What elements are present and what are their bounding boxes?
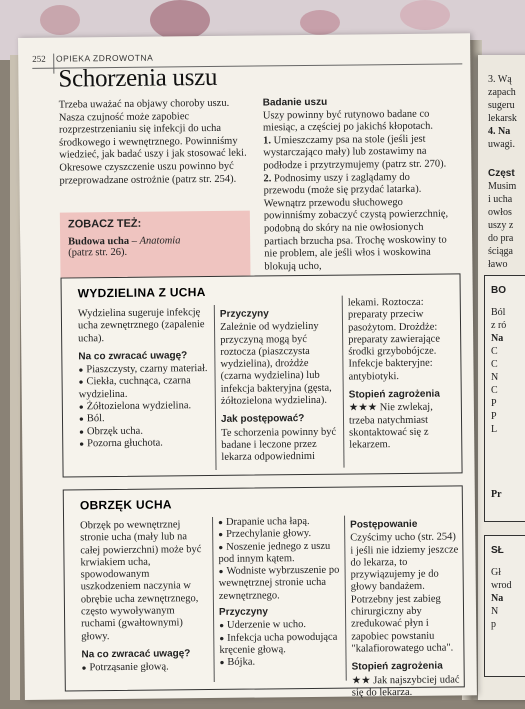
discharge-col-3: lekami. Roztocza: preparaty przeciw pasożytom. Drożdże: preparaty zawierające środki grzybobójcze. Infekcje bakteryjne: antybiotyki. Stopień zagrożenia ★★★ Nie zwlekaj, trzeba natychmiast skontaktować się z lekarzem.	[347, 296, 441, 451]
intro-paragraph: Trzeba uważać na objawy choroby uszu. Nasza czujność może zapobiec rozprzestrzenianiu się infekcji do ucha środkowego i wewnętrznego. Powinniśmy wiedzieć, jak badać uszy i jak stosować leki. Okresowe czyszczenie uszu powinno być przeprowadzane ostrożnie (patrz str. 254).	[58, 97, 247, 187]
list-item: ● Drapanie ucha łapą.	[218, 516, 340, 530]
facing-text-top: 3. Wą zapach sugeru lekarsk 4. Na uwagi.	[488, 74, 517, 150]
risk-stars: ★★★	[348, 402, 378, 414]
discharge-box	[61, 273, 463, 477]
see-also-item: Budowa ucha – Anatomia	[68, 235, 181, 248]
column-divider	[344, 516, 347, 681]
list-item: ● Pozorna głuchota.	[79, 437, 209, 451]
page-title: Schorzenia uszu	[58, 63, 218, 93]
column-divider	[212, 517, 215, 682]
facing-page	[478, 55, 525, 700]
header-divider	[53, 54, 54, 74]
section-name: OPIEKA ZDROWOTNA	[55, 52, 154, 64]
list-item: ● Bójka.	[219, 656, 341, 670]
facing-box-1-lines: Ból z ró Na C C N C P P L	[491, 307, 507, 435]
list-item: ● Ból.	[79, 412, 209, 426]
exam-step-2: 2. Podnosimy uszy i zaglądamy do przewodu (może się przydać latarka). Wewnątrz przewodu słuchowego powinniśmy zobaczyć czystą powierzchnię, podobną do skóry na nie owłosionych partiach brzucha psa. Trochę woskowiny to nie problem, ale jeśli włos i woskowina blokują ucho,	[263, 171, 449, 273]
flower-pattern	[150, 0, 210, 40]
facing-box-1: BO Ból z ró Na C C N C P P L Pr	[484, 275, 525, 522]
flower-pattern	[300, 10, 340, 35]
book-page	[18, 33, 477, 700]
facing-box-2: SŁ Gł wrod Na N p	[484, 535, 525, 677]
exam-intro: Uszy powinny być rutynowo badane co miesiąc, a częściej po jakichś kłopotach.	[262, 108, 433, 134]
risk-stars: ★★	[351, 674, 371, 687]
facing-box-2-lines: Gł wrod Na N p	[491, 567, 512, 630]
list-item: ● Noszenie jednego z uszu pod innym kątem.	[218, 540, 340, 566]
list-item: ● Przechylanie głowy.	[218, 528, 340, 542]
swelling-col-3: Postępowanie Czyścimy ucho (str. 254) i jeśli nie idziemy jeszcze do lekarza, to przywiązujemy je do głowy bandażem. Potrzebny jest zabieg chirurgiczny aby zredukować płyn i zapobiec powstaniu "kalafiorowatego ucha". Stopień zagrożenia ★★ Jak najszybciej udać się do lekarza.	[350, 518, 460, 699]
swelling-col-2: ● Drapanie ucha łapą. ● Przechylanie głowy. ● Noszenie jednego z uszu pod innym kątem. ● Wodniste wybrzuszenie po wewnętrznej stronie ucha zewnętrznego. Przyczyny ● Uderzenie w ucho. ● Infekcja ucha powodująca kręcenie głową. ● Bójka.	[218, 516, 342, 670]
flower-pattern	[40, 5, 80, 35]
list-item: ● Ciekła, cuchnąca, czarna wydzielina.	[79, 376, 209, 402]
page-header	[32, 53, 153, 64]
see-also-box	[60, 211, 251, 281]
list-item: ● Wodniste wybrzuszenie po wewnętrznej stronie ucha zewnętrznego.	[219, 565, 341, 603]
exam-title: Badanie uszu	[262, 96, 328, 109]
see-also-ref: (patrz str. 26).	[68, 246, 128, 259]
list-item: ● Potrząsanie głową.	[82, 661, 210, 675]
flower-pattern	[400, 0, 450, 30]
list-item: ● Obrzęk ucha.	[79, 425, 209, 439]
list-item: ● Infekcja ucha powodująca kręcenie głową.	[219, 631, 341, 657]
list-item: ● Piaszczysty, czarny materiał.	[78, 363, 208, 377]
discharge-col-2: Przyczyny Zależnie od wydzieliny przyczyną mogą być roztocza (piaszczysta wydzielina), drożdże (czarna wydzielina) lub infekcja bakteryjna (gęsta, żółtozielona wydzielina). Jak postępować? Te schorzenia powinny być badane i leczone przez lekarza odpowiednimi	[219, 308, 337, 464]
column-divider	[342, 296, 345, 468]
exam-step-1: 1. Umieszczamy psa na stole (jeśli jest wystarczająco mały) lub zostawimy na podłodze i przytrzymujemy (patrz str. 270).	[263, 133, 447, 172]
page-number: 252	[32, 53, 46, 64]
discharge-col-1: Wydzielina sugeruje infekcję ucha zewnętrznego (zapalenie ucha). Na co zwracać uwagę? ● Piaszczysty, czarny materiał. ● Ciekła, cuchnąca, czarna wydzielina. ● Żółtozielona wydzielina. ● Ból. ● Obrzęk ucha. ● Pozorna głuchota.	[78, 307, 209, 451]
discharge-title: WYDZIELINA Z UCHA	[77, 285, 206, 301]
exam-section	[263, 95, 455, 273]
swelling-col-1: Obrzęk po wewnętrznej stronie ucha (mały lub na całej powierzchni) może być krwiakiem ucha, spowodowanym uszkodzeniem naczynia w obrębie ucha zewnętrznego, często wywoływanym ruchami (gwałtownymi) głowy. Na co zwracać uwagę? ● Potrząsanie głową.	[80, 519, 210, 675]
facing-text-mid: Częst Musim i ucha owłos uszy z do pra ściąga ławo	[488, 168, 517, 270]
column-divider	[214, 305, 217, 470]
swelling-box	[63, 485, 465, 699]
swelling-title: OBRZĘK UCHA	[79, 497, 172, 513]
list-item: ● Żółtozielona wydzielina.	[79, 400, 209, 414]
see-also-title: ZOBACZ TEŻ:	[67, 217, 142, 231]
list-item: ● Uderzenie w ucho.	[219, 619, 341, 633]
